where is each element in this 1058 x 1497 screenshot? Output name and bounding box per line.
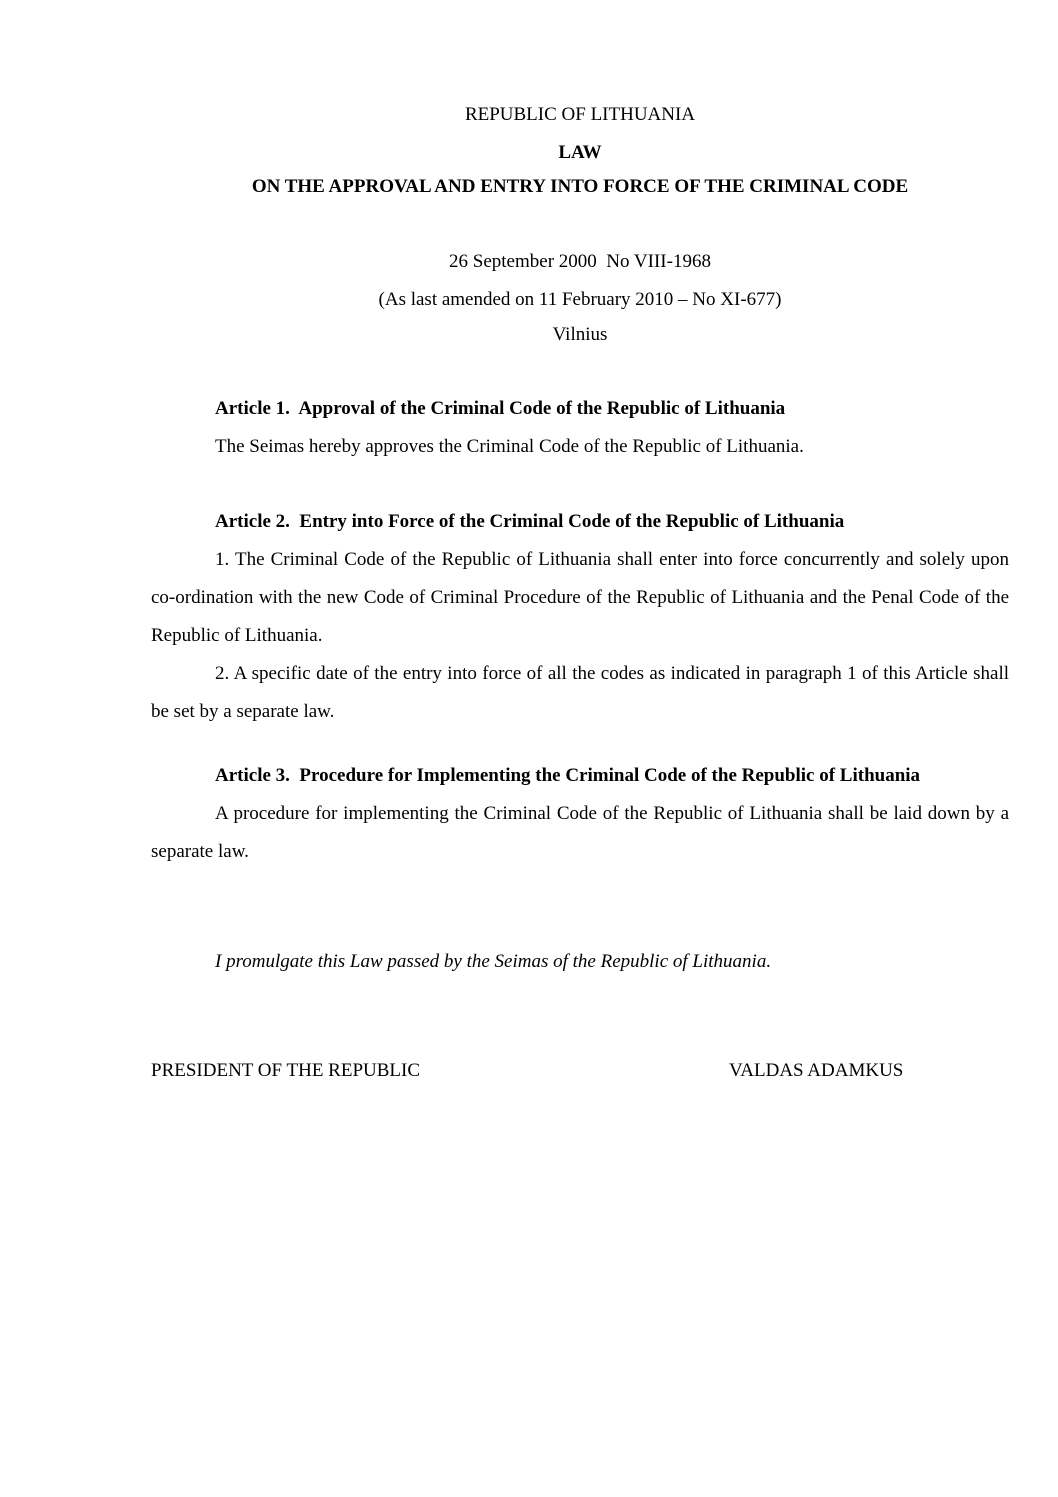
promulgation-statement: I promulgate this Law passed by the Seimas of the Republic of Lithuania. — [215, 951, 772, 972]
article-heading: Article 1. Approval of the Criminal Code of the Republic of Lithuania — [215, 398, 786, 419]
article-paragraph: 2. A specific date of the entry into force of all the codes as indicated in paragraph 1 of this Article shall be set by a separate law. — [151, 663, 1009, 722]
place: Vilnius — [552, 324, 608, 345]
signatory-title: PRESIDENT OF THE REPUBLIC — [151, 1060, 421, 1081]
date-number: 26 September 2000 No VIII-1968 — [449, 251, 711, 272]
amended-note: (As last amended on 11 February 2010 – No XI-677) — [378, 289, 782, 310]
signatory-name: VALDAS ADAMKUS — [729, 1060, 904, 1081]
header-country: REPUBLIC OF LITHUANIA — [464, 104, 696, 125]
article-paragraph: The Seimas hereby approves the Criminal Code of the Republic of Lithuania. — [215, 436, 804, 457]
article-1 — [151, 390, 1009, 466]
header-doc-type: LAW — [558, 142, 602, 163]
article-heading: Article 2. Entry into Force of the Criminal Code of the Republic of Lithuania — [215, 511, 845, 532]
article-paragraph: A procedure for implementing the Criminal Code of the Republic of Lithuania shall be laid down by a separate law. — [151, 803, 1009, 862]
header-title: ON THE APPROVAL AND ENTRY INTO FORCE OF THE CRIMINAL CODE — [251, 176, 909, 197]
article-heading: Article 3. Procedure for Implementing the Criminal Code of the Republic of Lithuania — [215, 765, 921, 786]
article-2 — [151, 503, 1009, 731]
article-paragraph: 1. The Criminal Code of the Republic of Lithuania shall enter into force concurrently and solely upon co-ordination with the new Code of Criminal Procedure of the Republic of Lithuania and the Penal Code of the Republic of Lithuania. — [151, 549, 1009, 646]
article-3 — [151, 757, 1009, 871]
